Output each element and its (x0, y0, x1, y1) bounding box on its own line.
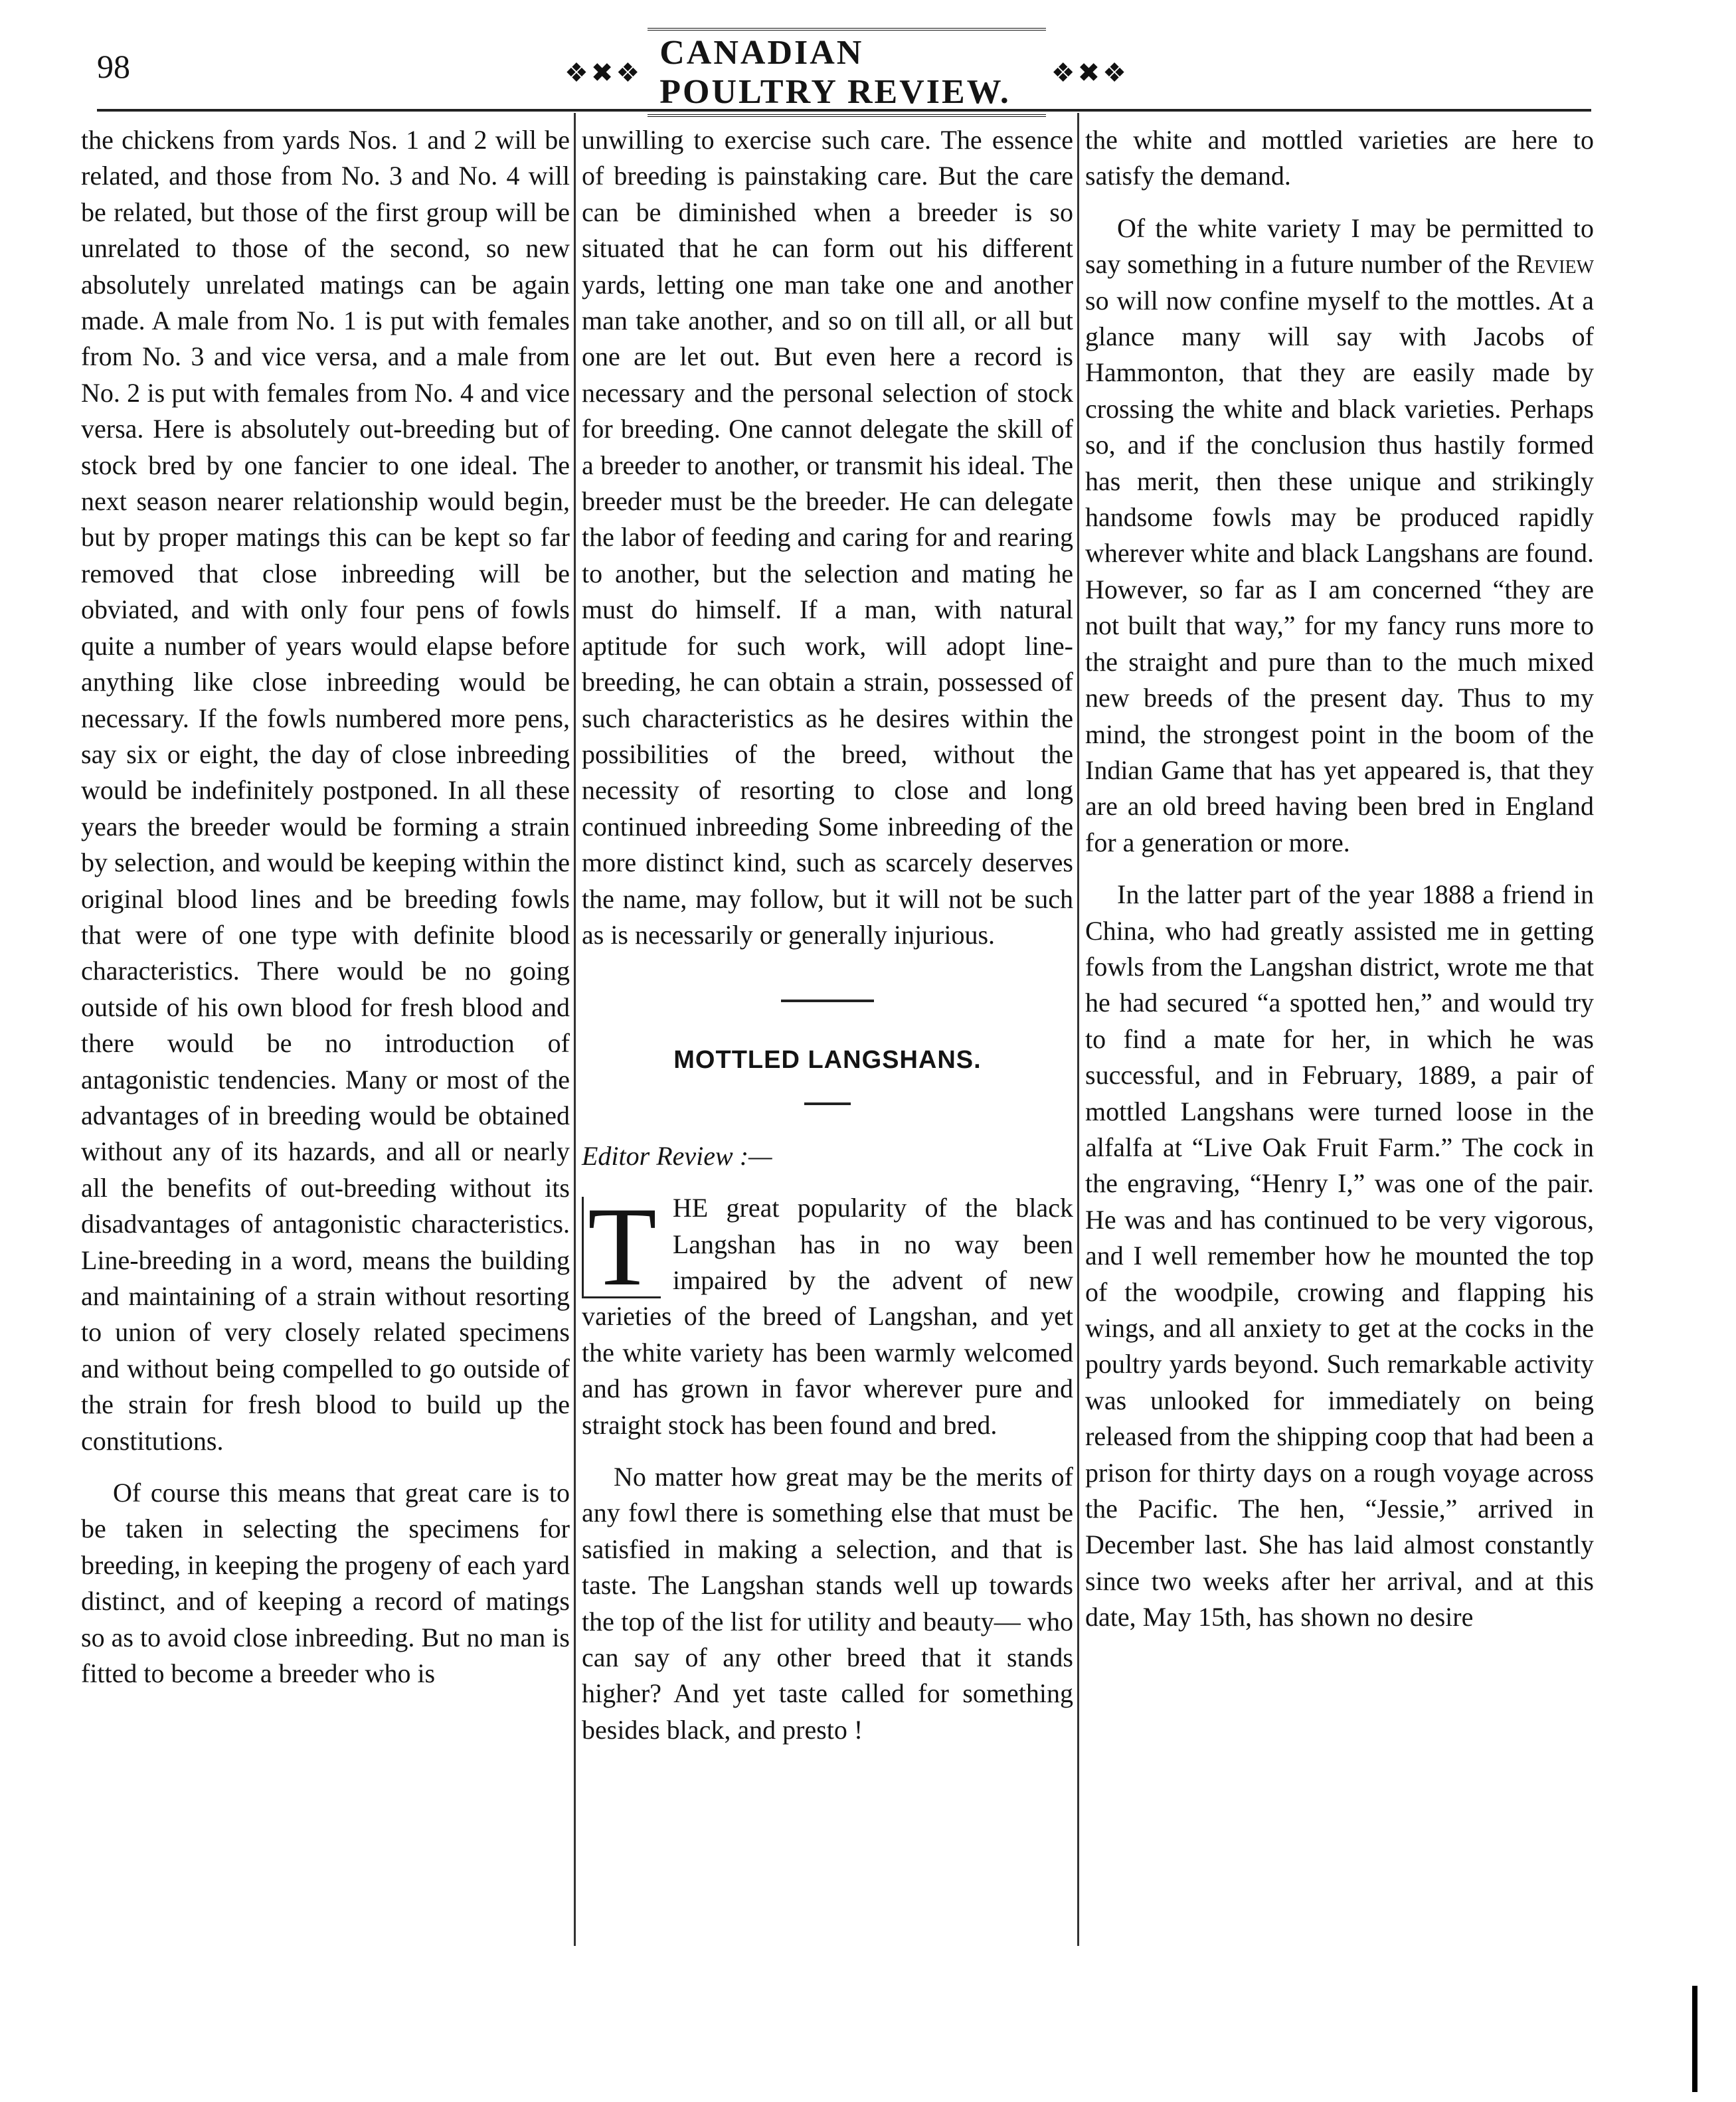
scan-edge-mark (1692, 1986, 1697, 2092)
paragraph: the white and mottled varieties are here to satisfy the demand. (1085, 125, 1594, 191)
section-divider (781, 1000, 874, 1002)
review-name: Review (1516, 249, 1594, 280)
title-divider (804, 1102, 851, 1105)
column-divider (1077, 113, 1079, 1946)
ornament-right-icon: ❖✖❖ (1051, 57, 1129, 88)
salutation: Editor Review :— (582, 1140, 772, 1171)
paragraph (582, 1184, 1073, 1443)
column-2 (582, 122, 1073, 1962)
paragraph: unwilling to exercise such care. The essence of breeding is painstaking care. But the care can be diminished when a breeder is so situated that he can form out his different yards, letting one man take one and another man take another, and so on till all, or all but one are let out. But even here a record is necessary and the personal selection of stock for breeding. One cannot delegate the skill of a breeder to another, or transmit his ideal. The breeder must be the breeder. He can delegate the labor of feeding and caring for and rearing to another, but the selection and mating he must do himself. If a man, with natural aptitude for such work, will adopt line-breeding, he can obtain a strain, possessed of such characteristics as he desires within the possibilities of the breed, without the necessity of resorting to close and long continued inbreeding Some inbreeding of the more distinct kind, such as scarcely deserves the name, may follow, but it will not be such as is necessarily or generally injurious. (582, 125, 1073, 950)
paragraph (1085, 211, 1594, 861)
paragraph: the chickens from yards Nos. 1 and 2 will be related, and those from No. 3 and No. 4 will be related, but those of the first group will be unrelated to those of the second, so new absolutely unrelated matings can be again made. A male from No. 1 is put with females from No. 3 and vice versa, and a male from No. 2 is put with females from No. 4 and vice versa. Here is absolutely out-breeding but of stock bred by one fancier to one ideal. The next season nearer relationship would begin, but by proper matings this can be kept so far removed that close inbreeding will be obviated, and with only four pens of fowls quite a number of years would elapse before anything like close inbreeding would be necessary. If the fowls numbered more pens, say six or eight, the day of close inbreeding would be indefinitely postponed. In all these years the breeder would be forming a strain by selection, and would be keeping within the original blood lines and be breeding fowls that were of one type with definite blood characteristics. There would be no going outside of his own blood for fresh blood and there would be no introduction of antagonistic tendencies. Many or most of the advantages of in breeding would be obtained without any of its hazards, and all or nearly all the benefits of out-breeding without its disadvantages of antagonistic characteristics. Line-breeding in a word, means the building and maintaining of a strain without resorting to union of very closely related specimens and without being compelled to go outside of the strain for fresh blood to build up the constitutions. (81, 125, 570, 1456)
paragraph: In the latter part of the year 1888 a friend in China, who had greatly assisted me in getting fowls from the Langshan district, wrote me that he had secured “a spotted hen,” and would try to find a mate for her, in which he was successful, and in February, 1889, a pair of mottled Langshans were turned loose in the alfalfa at “Live Oak Fruit Farm.” The cock in the engraving, “Henry I,” was one of the pair. He was and has continued to be very vigorous, and I well remember how he mounted the top of the woodpile, crowing and flapping his wings, and all anxiety to get at the cocks in the poultry yards beyond. Such remarkable activity was unlooked for immediately on being released from the shipping coop that had been a prison for thirty days on a rough voyage across the Pacific. The hen, “Jessie,” arrived in December last. She has laid almost constantly since two weeks after her arrival, and at this date, May 15th, has shown no desire (1085, 879, 1594, 1632)
column-1 (81, 122, 570, 1962)
publication-title: CANADIAN POULTRY REVIEW. (648, 28, 1046, 117)
paragraph-text: HE great popularity of the black Langshan has in no way been impaired by the advent of new varieties of the breed of Langshan, and yet the white variety has been warmly welcomed and has grown in favor wherever pure and straight stock has been found and bred. (582, 1193, 1073, 1440)
drop-cap: T (582, 1197, 661, 1298)
paragraph: Of course this means that great care is to be taken in selecting the specimens for breeding, in keeping the progeny of each yard distinct, and of keeping a record of matings so as to avoid close inbreeding. But no man is fitted to become a breeder who is (81, 1478, 570, 1689)
header-rule (97, 109, 1591, 112)
column-3 (1085, 122, 1594, 1962)
column-divider (574, 113, 576, 1946)
article-title: MOTTLED LANGSHANS. (673, 1046, 982, 1075)
paragraph-text: Of the white variety I may be permitted to say something in a future number of the (1085, 213, 1594, 280)
paragraph-text: so will now confine myself to the mottles. At a glance many will say with Jacobs of Hammonton, that they are easily made by crossing the white and black varieties. Perhaps so, and if the conclusion thus hastily formed has merit, then these unique and strikingly handsome fowls may be produced rapidly wherever white and black Langshans are found. However, so far as I am concerned “they are not built that way,” for my fancy runs more to the straight and pure than to the much mixed new breeds of the present day. Thus to my mind, the strongest point in the boom of the Indian Game that has yet appeared is, that they are an old breed having been bred in England for a generation or more. (1085, 285, 1594, 857)
paragraph: No matter how great may be the merits of any fowl there is something else that must be satisfied in making a selection, and that is taste. The Langshan stands well up towards the top of the list for utility and beauty— who can say of any other breed that it stands higher? And yet taste called for something besides black, and presto ! (582, 1462, 1073, 1745)
masthead (564, 36, 1129, 109)
ornament-left-icon: ❖✖❖ (564, 57, 643, 88)
page-number: 98 (97, 48, 130, 85)
